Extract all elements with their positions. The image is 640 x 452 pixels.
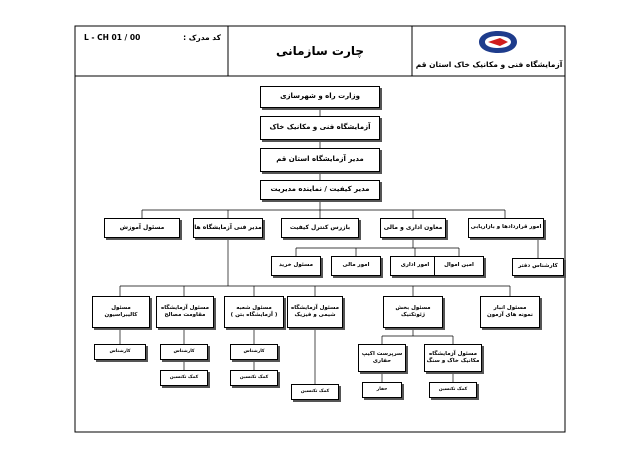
node-property-trustee: امین اموال — [434, 256, 484, 276]
node-geotech-line1: مسئول بخش — [395, 304, 431, 311]
staff-technician-concrete: کمک تکنسین — [230, 370, 278, 386]
lab-logo-icon — [476, 29, 520, 55]
node-province-director: مدیر آزمایشگاه استان قم — [260, 148, 380, 172]
node-soil-lab-line2: مکانیک خاک و سنگ — [426, 358, 480, 364]
staff-driller: حفار — [362, 382, 402, 398]
staff-technician-chem-phys: کمک تکنسین — [291, 384, 339, 400]
node-sample-store-line1: مسئول انبار — [493, 304, 527, 311]
document-code-value: L - CH 01 / 00 — [84, 32, 141, 42]
node-calibration-line2: کالیبراسیون — [104, 312, 138, 318]
node-calibration — [92, 296, 150, 328]
staff-technician-materials: کمک تکنسین — [160, 370, 208, 386]
staff-expert-concrete: کارشناس — [230, 344, 278, 360]
node-training: مسئول آموزش — [104, 218, 180, 238]
node-lab: آزمایشگاه فنی و مکانیک خاک — [260, 116, 380, 140]
document-code-label: کد مدرک : — [183, 32, 221, 42]
node-technical-manager: مدیر فنی آزمایشگاه ها — [193, 218, 263, 238]
node-chem-phys-line2: شیمی و فیزیک — [294, 312, 336, 318]
node-materials-line2: مقاومت مصالح — [164, 312, 206, 318]
node-geotech-line2: ژئوتکنیک — [400, 312, 426, 318]
node-admin-deputy: معاون اداری و مالی — [380, 218, 446, 238]
node-ministry: وزارت راه و شهرسازی — [260, 86, 380, 108]
staff-technician-soil: کمک تکنسین — [429, 382, 477, 398]
node-office-expert: کارشناس دفتر — [512, 258, 564, 276]
node-sample-store — [480, 296, 540, 328]
document-code — [80, 30, 225, 44]
node-materials-line1: مسئول آزمایشگاه — [160, 304, 210, 311]
node-soil-lab — [424, 344, 482, 372]
organization-name: آزمایشگاه فنی و مکانیک خاک استان قم — [415, 59, 563, 69]
page-title: چارت سازمانی — [275, 44, 365, 58]
node-soil-lab-line1: مسئول آزمایشگاه — [428, 350, 478, 357]
node-geotech — [383, 296, 443, 328]
node-calibration-line1: مسئول — [111, 304, 131, 311]
node-contracts: امور قراردادها و بازاریابی — [468, 218, 544, 238]
node-materials — [156, 296, 214, 328]
node-chem-phys — [287, 296, 343, 328]
node-quality-manager: مدیر کیفیت / نماینده مدیریت — [260, 180, 380, 200]
node-chem-phys-line1: مسئول آزمایشگاه — [290, 304, 340, 311]
node-purchase: مسئول خرید — [271, 256, 321, 276]
node-concrete-line2: ( آزمایشگاه بتن ) — [230, 312, 278, 318]
node-sample-store-line2: نمونه های آزمون — [487, 312, 533, 318]
node-drilling-supervisor-line2: حفاری — [372, 358, 392, 364]
node-concrete — [224, 296, 284, 328]
node-concrete-line1: مسئول شعبه — [236, 304, 272, 311]
node-quality-inspector: بازرس کنترل کیفیت — [281, 218, 359, 238]
node-drilling-supervisor-line1: سرپرست اکیپ — [361, 350, 403, 357]
staff-expert-calibration: کارشناس — [94, 344, 146, 360]
staff-expert-materials: کارشناس — [160, 344, 208, 360]
node-drilling-supervisor — [358, 344, 406, 372]
node-finance: امور مالی — [331, 256, 381, 276]
node-office-affairs: امور اداری — [390, 256, 440, 276]
